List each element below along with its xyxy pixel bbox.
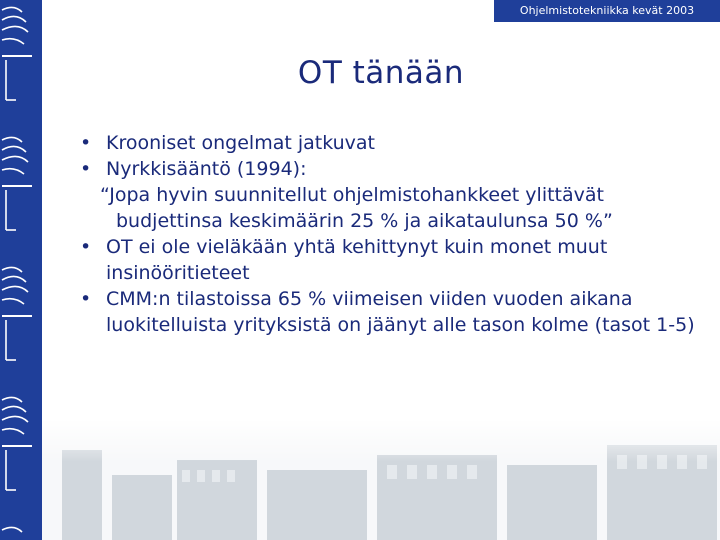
bullet-marker: •: [80, 236, 92, 258]
torch-pattern-icon: [0, 0, 42, 540]
quote-text-line: budjettinsa keskimäärin 25 % ja aikataulunsa 50 %”: [116, 210, 613, 232]
bullet-text: CMM:n tilastoissa 65 % viimeisen viiden vuoden aikana luokitelluista yrityksistä on jäänyt alle tason kolme (tasot 1-5): [106, 288, 695, 336]
bullet-item: [78, 234, 698, 286]
bullet-item: [78, 130, 698, 156]
bullet-marker: •: [80, 132, 92, 154]
bullet-text: Nyrkkisääntö (1994):: [106, 158, 307, 180]
quote-text-line: “Jopa hyvin suunnitellut ohjelmistohankkeet ylittävät: [100, 184, 604, 206]
bullet-list: [78, 130, 698, 338]
course-header-label: Ohjelmistotekniikka kevät 2003: [494, 0, 720, 22]
bullet-text: Krooniset ongelmat jatkuvat: [106, 132, 376, 154]
bullet-item: [78, 286, 698, 338]
slide-title: OT tänään: [297, 55, 465, 91]
bullet-text: OT ei ole vieläkään yhtä kehittynyt kuin monet muut insinööritieteet: [106, 236, 608, 284]
building-background-image: [42, 420, 720, 540]
bullet-item: [78, 156, 698, 234]
bullet-marker: •: [80, 288, 92, 310]
left-decorative-strip: [0, 0, 42, 540]
bullet-marker: •: [80, 158, 92, 180]
